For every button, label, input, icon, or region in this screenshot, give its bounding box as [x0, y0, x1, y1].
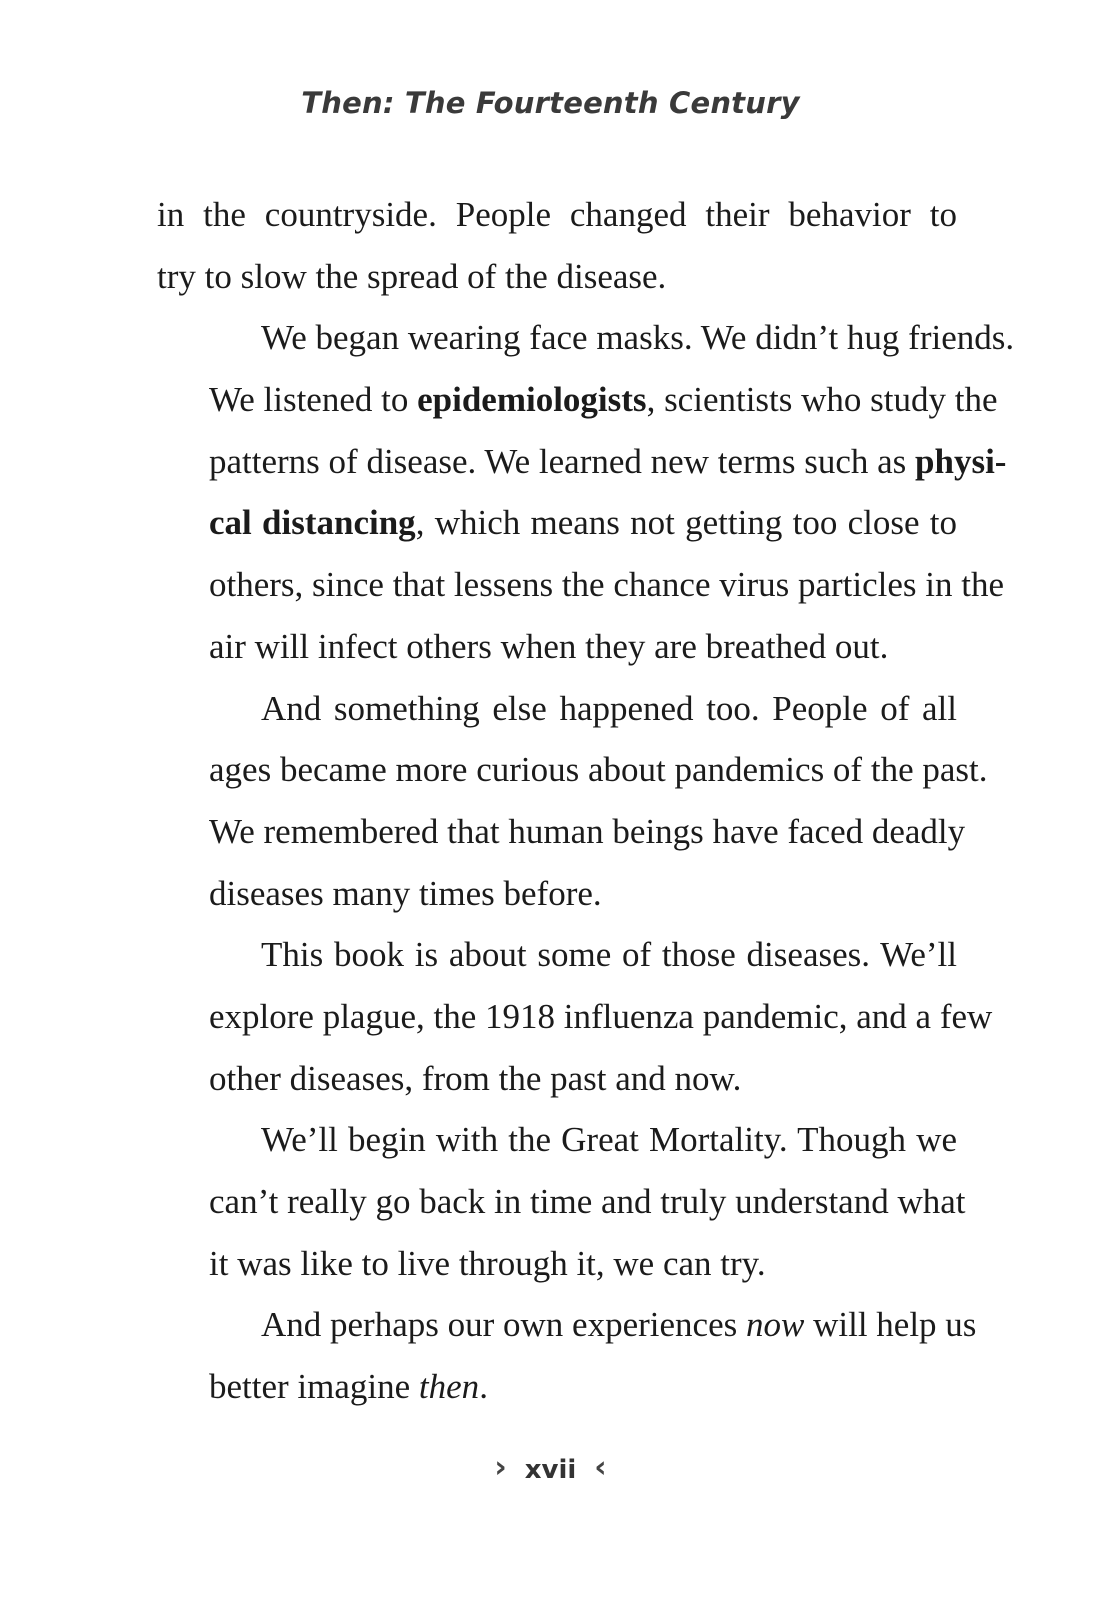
paragraph [157, 924, 993, 1109]
text-line [157, 431, 1007, 493]
text-run: better imagine [209, 1367, 419, 1407]
glossary-term: epidemiologists [417, 380, 647, 420]
page-number-text: xvii [524, 1455, 577, 1485]
text-line: others, since that lessens the chance virus particles in the [209, 565, 1005, 605]
paragraph [157, 307, 1015, 677]
text-run: We listened to [209, 380, 418, 420]
text-line: This book is about some of those diseases. We’ll [261, 935, 957, 975]
text-line: And something else happened too. People of all [261, 688, 957, 728]
emphasis: then [418, 1367, 480, 1407]
emphasis: now [745, 1305, 805, 1345]
paragraph [157, 1109, 966, 1294]
text-line: in the countryside. People changed their behavior to [157, 195, 957, 234]
paragraph [157, 1294, 977, 1417]
text-line: it was like to live through it, we can try. [209, 1243, 766, 1283]
chevron-right-icon: › [494, 1450, 507, 1485]
text-line: can’t really go back in time and truly understand what [209, 1182, 966, 1221]
text-line: air will infect others when they are breathed out. [209, 626, 889, 666]
glossary-term: physi- [915, 441, 1007, 481]
text-line: We’ll begin with the Great Mortality. Though we [261, 1120, 957, 1160]
text-line [157, 1294, 977, 1356]
text-run: . [479, 1367, 488, 1407]
text-line: diseases many times before. [209, 873, 602, 913]
page-number [0, 1450, 1101, 1485]
text-line: We began wearing face masks. We didn’t hug friends. [261, 318, 1015, 358]
paragraph [157, 184, 957, 307]
text-line: try to slow the spread of the disease. [157, 256, 667, 296]
text-run: will help us [804, 1305, 977, 1345]
chevron-left-icon: ‹ [594, 1450, 607, 1485]
text-line: ages became more curious about pandemics of the past. [209, 750, 988, 790]
body-text [157, 184, 1015, 1418]
text-run: And perhaps our own experiences [261, 1305, 746, 1345]
text-run: , which means not getting too close to [415, 503, 957, 543]
text-line: other diseases, from the past and now. [209, 1058, 742, 1098]
text-line [157, 369, 998, 431]
running-head: Then: The Fourteenth Century [301, 86, 800, 120]
text-run: , scientists who study the [646, 380, 998, 420]
paragraph [157, 678, 988, 925]
text-line [157, 1356, 957, 1418]
text-line [157, 492, 957, 554]
text-run: patterns of disease. We learned new terms such as [209, 441, 916, 481]
glossary-term: cal distancing [209, 503, 416, 543]
text-line: explore plague, the 1918 influenza pandemic, and a few [209, 996, 993, 1036]
text-line: We remembered that human beings have faced deadly [209, 811, 966, 851]
